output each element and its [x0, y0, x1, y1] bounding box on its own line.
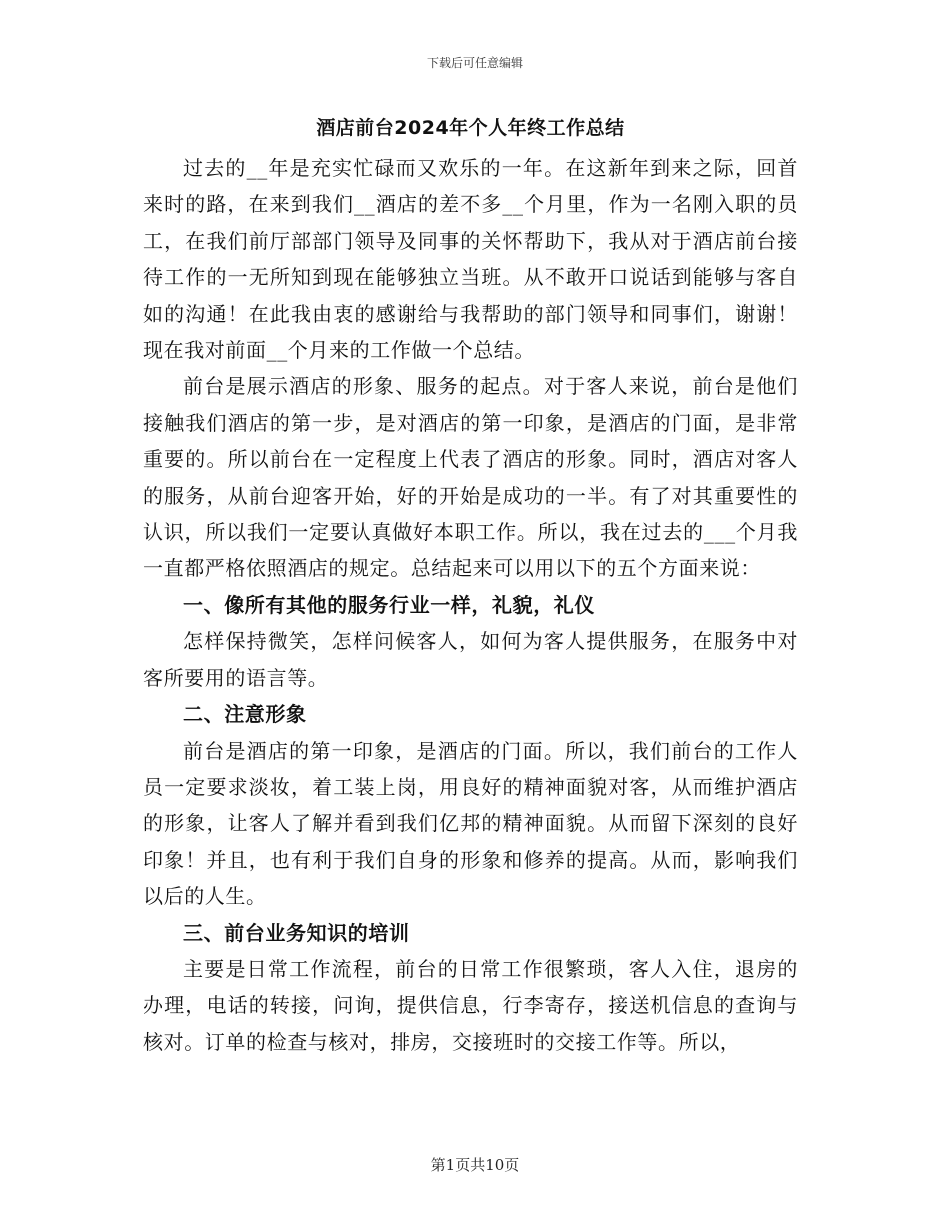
- paragraph-etiquette: 怎样保持微笑，怎样问候客人，如何为客人提供服务，在服务中对客所要用的语言等。: [143, 629, 798, 690]
- paragraph-image: 前台是酒店的第一印象，是酒店的门面。所以，我们前台的工作人员一定要求淡妆，着工装上岗，用良好的精神面貌对客，从而维护酒店的形象，让客人了解并看到我们亿邦的精神面貌。从而留下深刻的良好印象！并且，也有利于我们自身的形象和修养的提高。从而，影响我们以后的人生。: [143, 738, 798, 909]
- paragraph-training: 主要是日常工作流程，前台的日常工作很繁琐，客人入住，退房的办理，电话的转接，问询，提供信息，行李寄存，接送机信息的查询与核对。订单的检查与核对，排房，交接班时的交接工作等。所以，: [143, 956, 798, 1054]
- section-heading-image: 二、注意形象: [183, 702, 307, 727]
- document-title: 酒店前台2024年个人年终工作总结: [316, 117, 625, 139]
- document-body: [143, 112, 798, 1060]
- section-heading-training: 三、前台业务知识的培训: [183, 920, 410, 945]
- page-number-footer: 第1页共10页: [430, 1156, 520, 1174]
- header-note: 下载后可任意编辑: [426, 56, 523, 70]
- paragraph-intro: 过去的__年是充实忙碌而又欢乐的一年。在这新年到来之际，回首来时的路，在来到我们__酒店的差不多__个月里，作为一名刚入职的员工，在我们前厅部部门领导及同事的关怀帮助下，我从对于酒店前台接待工作的一无所知到现在能够独立当班。从不敢开口说话到能够与客自如的沟通！在此我由衷的感谢给与我帮助的部门领导和同事们，谢谢！现在我对前面__个月来的工作做一个总结。: [143, 156, 798, 363]
- section-heading-etiquette: 一、像所有其他的服务行业一样，礼貌，礼仪: [183, 592, 595, 617]
- paragraph-front-desk-role: 前台是展示酒店的形象、服务的起点。对于客人来说，前台是他们接触我们酒店的第一步，是对酒店的第一印象，是酒店的门面，是非常重要的。所以前台在一定程度上代表了酒店的形象。同时，酒店对客人的服务，从前台迎客开始，好的开始是成功的一半。有了对其重要性的认识，所以我们一定要认真做好本职工作。所以，我在过去的___个月我一直都严格依照酒店的规定。总结起来可以用以下的五个方面来说：: [143, 374, 798, 581]
